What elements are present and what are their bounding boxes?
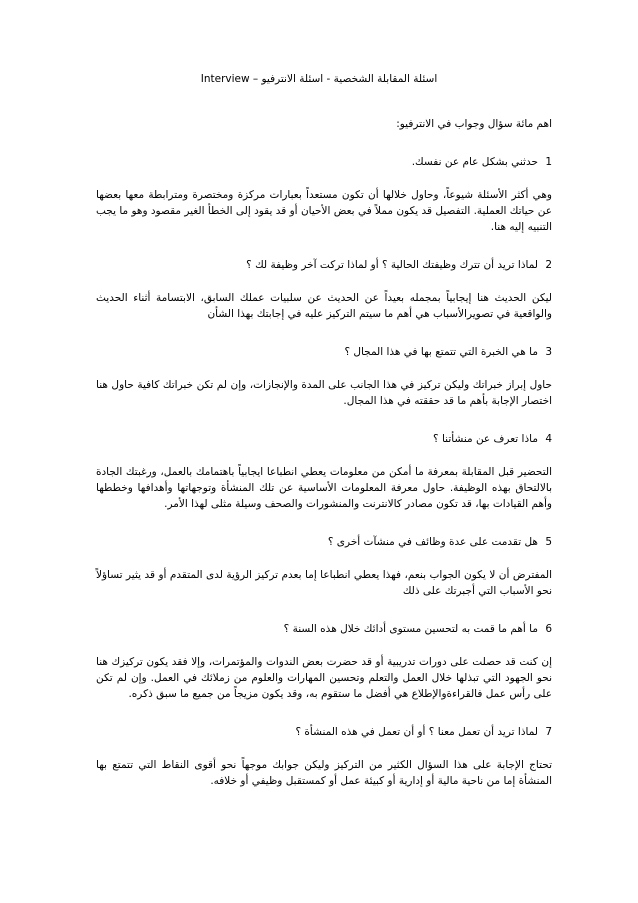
question-number: 2 xyxy=(545,259,552,271)
question-5 xyxy=(96,534,552,550)
answer-7: تحتاج الإجابة على هذا السؤال الكثير من التركيز وليكن جوابك موجهاً نحو أقوى النقاط التي تتمتع بها المنشأة إما من ناحية مالية أو إدارية أو كبيئة عمل أو كمستقبل وظيفي أو خلافه. xyxy=(96,759,552,787)
question-3 xyxy=(96,344,552,360)
question-4 xyxy=(96,431,552,447)
question-text: هل تقدمت على عدة وظائف في منشآت أخرى ؟ xyxy=(327,536,538,548)
answer-5: المفترض أن لا يكون الجواب بنعم، فهذا يعطي انطباعا إما بعدم تركيز الرؤية لدى المتقدم أو قد يثير تساؤلاً نحو الأسباب التي أجبرتك على ذلك xyxy=(96,569,552,597)
question-text: ما أهم ما قمت به لتحسين مستوى أدائك خلال هذه السنة ؟ xyxy=(283,623,538,635)
question-2 xyxy=(96,257,552,273)
document-body xyxy=(96,116,552,811)
question-text: ماذا تعرف عن منشأتنا ؟ xyxy=(433,433,538,445)
question-text: لماذا تريد أن تترك وظيفتك الحالية ؟ أو لماذا تركت آخر وظيفة لك ؟ xyxy=(246,259,538,271)
intro-line: اهم مائة سؤال وجواب في الانترفيو: xyxy=(396,118,552,130)
answer-2: ليكن الحديث هنا إيجابياً بمجمله بعيداً عن الحديث عن سلبيات عملك السابق، الابتسامة أثناء الحديث والواقعية في تصويرالأسباب هي أهم ما سيتم التركيز عليه في إجابتك بهذا الشأن xyxy=(96,292,552,320)
answer-3: حاول إبراز خبراتك وليكن تركيز في هذا الجانب على المدة والإنجازات، وإن لم تكن خبراتك كافية حاول هنا اختصار الإجابة بأهم ما قد حققته في هذا المجال. xyxy=(96,379,552,407)
answer-6: إن كنت قد حصلت على دورات تدريبية أو قد حضرت بعض الندوات والمؤتمرات، وإلا فقد يكون تركيزك هنا نحو الجهود التي تبذلها خلال العمل والتعلم وتحسين المهارات والعلوم من زملائك في العمل. وإن لم تكن على رأس عمل فالقراءةوالإطلاع هي أفضل ما ستقوم به، وقد يكون مزيجاً من جميع ما سبق ذكره. xyxy=(96,656,552,700)
question-number: 1 xyxy=(545,156,552,168)
question-6 xyxy=(96,621,552,637)
question-text: حدثني بشكل عام عن نفسك. xyxy=(411,156,538,168)
question-number: 7 xyxy=(545,726,552,738)
question-text: ما هي الخبرة التي تتمتع بها في هذا المجال ؟ xyxy=(344,346,538,358)
question-number: 3 xyxy=(545,346,552,358)
answer-1: وهي أكثر الأسئلة شيوعاً، وحاول خلالها أن تكون مستعداً بعبارات مركزة ومختصرة ومترابطة معها بعضها عن حياتك العملية. التفصيل قد يكون مملاً في بعض الأحيان أو قد يقود إلى الخطأ الغير مقصود وهو ما يجب التنبيه إليه هنا. xyxy=(95,189,552,233)
question-7 xyxy=(96,724,552,740)
question-1 xyxy=(96,154,552,170)
document-header: اسئلة المقابلة الشخصية - اسئلة الانترفيو – Interview xyxy=(200,73,438,85)
question-number: 6 xyxy=(545,623,552,635)
answer-4: التحضير قبل المقابلة بمعرفة ما أمكن من معلومات يعطي انطباعا ايجابياً باهتمامك بالعمل، ورغبتك الجادة بالالتحاق بهذه الوظيفة. حاول معرفة المعلومات الأساسية عن تلك المنشأة وتوجهاتها وأهدافها وخططها وأهم القيادات بها، قد تكون مصادر كالانترنت والمنشورات والصحف وسيلة مثلى لهذا الأمر. xyxy=(96,466,552,510)
question-number: 5 xyxy=(545,536,552,548)
question-text: لماذا تريد أن تعمل معنا ؟ أو أن تعمل في هذه المنشأة ؟ xyxy=(295,726,538,738)
question-number: 4 xyxy=(545,433,552,445)
